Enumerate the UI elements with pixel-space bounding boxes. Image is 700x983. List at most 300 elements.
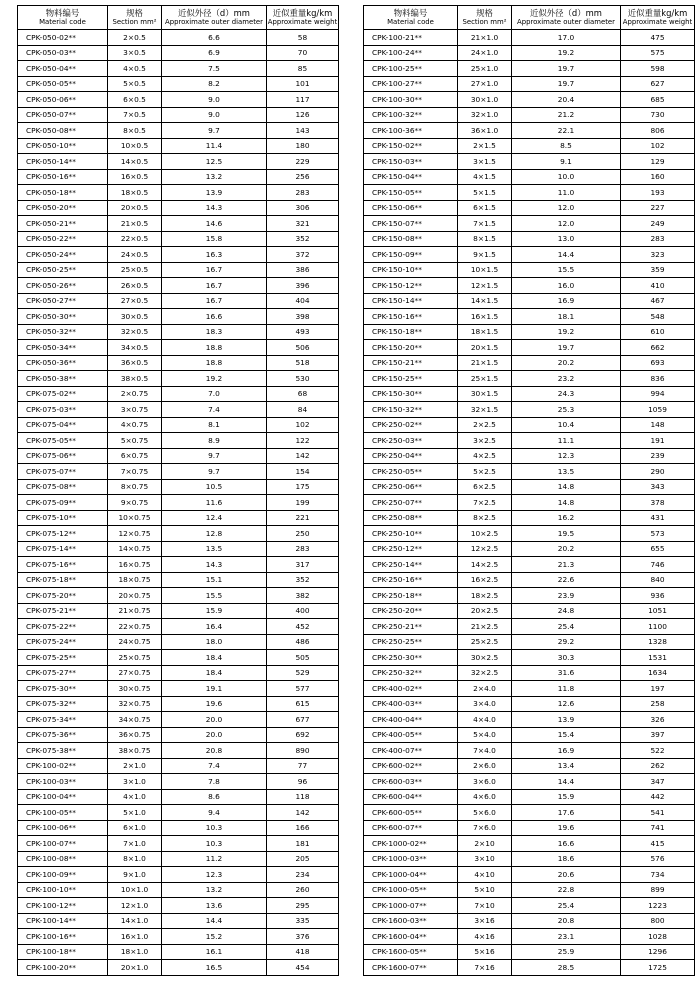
outer-diameter-cell: 30.3	[512, 650, 621, 666]
material-code-cell: CPK-150-16**	[364, 309, 458, 325]
weight-cell: 352	[267, 572, 339, 588]
material-code-cell: CPK-100-07**	[18, 836, 108, 852]
weight-cell: 193	[621, 185, 695, 201]
outer-diameter-cell: 11.0	[512, 185, 621, 201]
table-row	[18, 944, 339, 960]
section-cell: 7×4.0	[458, 743, 512, 759]
table-body	[364, 30, 695, 976]
material-code-cell: CPK-150-03**	[364, 154, 458, 170]
section-cell: 7×0.5	[108, 107, 162, 123]
table-row	[18, 107, 339, 123]
table-row	[18, 92, 339, 108]
material-code-cell: CPK-075-34**	[18, 712, 108, 728]
header-label-zh: 物料编号	[393, 8, 428, 18]
table-row	[18, 324, 339, 340]
table-row	[364, 355, 695, 371]
table-row	[18, 510, 339, 526]
material-code-cell: CPK-600-03**	[364, 774, 458, 790]
material-code-cell: CPK-100-05**	[18, 805, 108, 821]
outer-diameter-cell: 20.4	[512, 92, 621, 108]
material-code-cell: CPK-100-18**	[18, 944, 108, 960]
header-label-zh: 规格	[126, 8, 143, 18]
material-code-cell: CPK-250-12**	[364, 541, 458, 557]
table-row	[18, 231, 339, 247]
table-row	[18, 960, 339, 976]
header-label-en: Section mm²	[462, 18, 507, 26]
outer-diameter-cell: 16.6	[162, 309, 267, 325]
material-code-cell: CPK-050-22**	[18, 231, 108, 247]
section-cell: 18×0.5	[108, 185, 162, 201]
outer-diameter-cell: 8.1	[162, 417, 267, 433]
table-row	[18, 309, 339, 325]
section-cell: 30×1.0	[458, 92, 512, 108]
outer-diameter-cell: 22.8	[512, 882, 621, 898]
material-code-cell: CPK-075-14**	[18, 541, 108, 557]
material-code-cell: CPK-100-20**	[18, 960, 108, 976]
weight-cell: 615	[267, 696, 339, 712]
section-cell: 14×1.0	[108, 913, 162, 929]
section-cell: 10×2.5	[458, 526, 512, 542]
outer-diameter-cell: 16.0	[512, 278, 621, 294]
outer-diameter-cell: 24.8	[512, 603, 621, 619]
outer-diameter-cell: 7.0	[162, 386, 267, 402]
material-code-cell: CPK-100-16**	[18, 929, 108, 945]
table-row	[18, 386, 339, 402]
material-code-cell: CPK-100-25**	[364, 61, 458, 77]
material-code-cell: CPK-075-04**	[18, 417, 108, 433]
section-cell: 38×0.75	[108, 743, 162, 759]
header-label-zh: 规格	[476, 8, 493, 18]
header-label-en: Approximate outer diameter	[517, 18, 615, 26]
outer-diameter-cell: 15.2	[162, 929, 267, 945]
outer-diameter-cell: 13.2	[162, 169, 267, 185]
material-code-cell: CPK-100-03**	[18, 774, 108, 790]
header-label-zh: 物料编号	[45, 8, 80, 18]
outer-diameter-cell: 22.6	[512, 572, 621, 588]
section-cell: 10×0.5	[108, 138, 162, 154]
table-row	[364, 650, 695, 666]
material-code-cell: CPK-1000-03**	[364, 851, 458, 867]
weight-cell: 256	[267, 169, 339, 185]
table-row	[18, 619, 339, 635]
header-outer-diameter	[162, 6, 267, 30]
section-cell: 4×4.0	[458, 712, 512, 728]
table-row	[364, 603, 695, 619]
weight-cell: 191	[621, 433, 695, 449]
section-cell: 2×0.5	[108, 30, 162, 46]
material-code-cell: CPK-075-09**	[18, 495, 108, 511]
weight-cell: 741	[621, 820, 695, 836]
outer-diameter-cell: 25.4	[512, 619, 621, 635]
weight-cell: 283	[621, 231, 695, 247]
table-row	[18, 898, 339, 914]
outer-diameter-cell: 19.1	[162, 681, 267, 697]
material-code-cell: CPK-150-09**	[364, 247, 458, 263]
outer-diameter-cell: 17.6	[512, 805, 621, 821]
section-cell: 20×2.5	[458, 603, 512, 619]
weight-cell: 396	[267, 278, 339, 294]
table-row	[364, 944, 695, 960]
section-cell: 6×2.5	[458, 479, 512, 495]
section-cell: 2×1.5	[458, 138, 512, 154]
weight-cell: 730	[621, 107, 695, 123]
outer-diameter-cell: 14.4	[512, 247, 621, 263]
material-code-cell: CPK-075-12**	[18, 526, 108, 542]
outer-diameter-cell: 7.8	[162, 774, 267, 790]
header-label-zh: 近似重量kg/km	[627, 8, 688, 18]
section-cell: 26×0.5	[108, 278, 162, 294]
weight-cell: 493	[267, 324, 339, 340]
weight-cell: 548	[621, 309, 695, 325]
table-row	[364, 929, 695, 945]
table-row	[18, 526, 339, 542]
section-cell: 2×6.0	[458, 758, 512, 774]
material-code-cell: CPK-1000-04**	[364, 867, 458, 883]
weight-cell: 1634	[621, 665, 695, 681]
section-cell: 32×1.5	[458, 402, 512, 418]
weight-cell: 1100	[621, 619, 695, 635]
outer-diameter-cell: 18.4	[162, 665, 267, 681]
material-code-cell: CPK-150-32**	[364, 402, 458, 418]
weight-cell: 175	[267, 479, 339, 495]
weight-cell: 306	[267, 200, 339, 216]
weight-cell: 181	[267, 836, 339, 852]
material-code-cell: CPK-050-04**	[18, 61, 108, 77]
table-row	[364, 231, 695, 247]
weight-cell: 323	[621, 247, 695, 263]
material-code-cell: CPK-050-24**	[18, 247, 108, 263]
material-code-cell: CPK-100-14**	[18, 913, 108, 929]
outer-diameter-cell: 20.2	[512, 355, 621, 371]
weight-cell: 522	[621, 743, 695, 759]
section-cell: 2×2.5	[458, 417, 512, 433]
material-code-cell: CPK-250-16**	[364, 572, 458, 588]
weight-cell: 122	[267, 433, 339, 449]
material-code-cell: CPK-075-06**	[18, 448, 108, 464]
material-code-cell: CPK-100-10**	[18, 882, 108, 898]
header-label-en: Approximate weight	[622, 18, 693, 26]
weight-cell: 317	[267, 557, 339, 573]
table-row	[364, 30, 695, 46]
table-row	[364, 820, 695, 836]
header-label-en: Material code	[387, 18, 434, 26]
outer-diameter-cell: 11.8	[512, 681, 621, 697]
material-code-cell: CPK-075-18**	[18, 572, 108, 588]
table-row	[18, 371, 339, 387]
weight-cell: 290	[621, 464, 695, 480]
table-row	[364, 107, 695, 123]
material-code-cell: CPK-050-03**	[18, 45, 108, 61]
material-code-cell: CPK-075-16**	[18, 557, 108, 573]
header-label-zh: 近似重量kg/km	[272, 8, 333, 18]
weight-cell: 577	[267, 681, 339, 697]
weight-cell: 262	[621, 758, 695, 774]
table-row	[18, 913, 339, 929]
header-label-en: Material code	[39, 18, 86, 26]
material-code-cell: CPK-400-05**	[364, 727, 458, 743]
outer-diameter-cell: 8.6	[162, 789, 267, 805]
section-cell: 6×1.0	[108, 820, 162, 836]
weight-cell: 239	[621, 448, 695, 464]
outer-diameter-cell: 18.6	[512, 851, 621, 867]
weight-cell: 475	[621, 30, 695, 46]
weight-cell: 234	[267, 867, 339, 883]
table-row	[18, 402, 339, 418]
material-code-cell: CPK-100-36**	[364, 123, 458, 139]
table-row	[364, 371, 695, 387]
section-cell: 12×1.5	[458, 278, 512, 294]
material-code-cell: CPK-250-02**	[364, 417, 458, 433]
weight-cell: 96	[267, 774, 339, 790]
weight-cell: 359	[621, 262, 695, 278]
material-code-cell: CPK-050-38**	[18, 371, 108, 387]
section-cell: 34×0.5	[108, 340, 162, 356]
weight-cell: 400	[267, 603, 339, 619]
outer-diameter-cell: 11.1	[512, 433, 621, 449]
material-code-cell: CPK-400-07**	[364, 743, 458, 759]
section-cell: 6×0.75	[108, 448, 162, 464]
material-code-cell: CPK-075-03**	[18, 402, 108, 418]
weight-cell: 386	[267, 262, 339, 278]
weight-cell: 936	[621, 588, 695, 604]
table-row	[364, 216, 695, 232]
outer-diameter-cell: 14.8	[512, 495, 621, 511]
section-cell: 12×2.5	[458, 541, 512, 557]
material-code-cell: CPK-075-20**	[18, 588, 108, 604]
table-row	[18, 758, 339, 774]
section-cell: 25×0.75	[108, 650, 162, 666]
weight-cell: 343	[621, 479, 695, 495]
table-row	[364, 138, 695, 154]
section-cell: 18×1.0	[108, 944, 162, 960]
weight-cell: 382	[267, 588, 339, 604]
section-cell: 25×1.0	[458, 61, 512, 77]
material-code-cell: CPK-600-04**	[364, 789, 458, 805]
material-code-cell: CPK-100-04**	[18, 789, 108, 805]
outer-diameter-cell: 10.3	[162, 820, 267, 836]
table-row	[364, 557, 695, 573]
outer-diameter-cell: 18.3	[162, 324, 267, 340]
outer-diameter-cell: 20.0	[162, 727, 267, 743]
table-row	[18, 45, 339, 61]
weight-cell: 677	[267, 712, 339, 728]
header-weight	[621, 6, 695, 30]
header-section	[108, 6, 162, 30]
outer-diameter-cell: 23.2	[512, 371, 621, 387]
material-code-cell: CPK-050-14**	[18, 154, 108, 170]
material-code-cell: CPK-1600-07**	[364, 960, 458, 976]
weight-cell: 117	[267, 92, 339, 108]
material-code-cell: CPK-400-04**	[364, 712, 458, 728]
weight-cell: 84	[267, 402, 339, 418]
weight-cell: 249	[621, 216, 695, 232]
material-code-cell: CPK-075-24**	[18, 634, 108, 650]
outer-diameter-cell: 24.3	[512, 386, 621, 402]
table-row	[364, 340, 695, 356]
table-row	[18, 433, 339, 449]
weight-cell: 431	[621, 510, 695, 526]
weight-cell: 197	[621, 681, 695, 697]
section-cell: 3×1.5	[458, 154, 512, 170]
weight-cell: 627	[621, 76, 695, 92]
outer-diameter-cell: 12.0	[512, 216, 621, 232]
section-cell: 3×16	[458, 913, 512, 929]
outer-diameter-cell: 12.4	[162, 510, 267, 526]
weight-cell: 1059	[621, 402, 695, 418]
weight-cell: 1051	[621, 603, 695, 619]
section-cell: 4×1.5	[458, 169, 512, 185]
section-cell: 4×10	[458, 867, 512, 883]
section-cell: 36×0.75	[108, 727, 162, 743]
table-row	[364, 898, 695, 914]
weight-cell: 890	[267, 743, 339, 759]
material-code-cell: CPK-050-16**	[18, 169, 108, 185]
material-code-cell: CPK-050-18**	[18, 185, 108, 201]
material-code-cell: CPK-150-30**	[364, 386, 458, 402]
material-code-cell: CPK-250-21**	[364, 619, 458, 635]
table-row	[364, 495, 695, 511]
material-code-cell: CPK-100-09**	[18, 867, 108, 883]
weight-cell: 410	[621, 278, 695, 294]
section-cell: 2×10	[458, 836, 512, 852]
table-row	[18, 417, 339, 433]
outer-diameter-cell: 15.5	[512, 262, 621, 278]
section-cell: 14×2.5	[458, 557, 512, 573]
outer-diameter-cell: 8.5	[512, 138, 621, 154]
header-material-code	[364, 6, 458, 30]
table-row	[364, 913, 695, 929]
outer-diameter-cell: 17.0	[512, 30, 621, 46]
weight-cell: 199	[267, 495, 339, 511]
weight-cell: 126	[267, 107, 339, 123]
table-row	[18, 820, 339, 836]
material-code-cell: CPK-150-21**	[364, 355, 458, 371]
weight-cell: 840	[621, 572, 695, 588]
table-row	[18, 696, 339, 712]
material-code-cell: CPK-600-05**	[364, 805, 458, 821]
weight-cell: 800	[621, 913, 695, 929]
material-code-cell: CPK-100-02**	[18, 758, 108, 774]
table-body	[18, 30, 339, 976]
material-code-cell: CPK-150-20**	[364, 340, 458, 356]
weight-cell: 376	[267, 929, 339, 945]
table-row	[18, 882, 339, 898]
table-row	[18, 76, 339, 92]
material-code-cell: CPK-050-02**	[18, 30, 108, 46]
weight-cell: 85	[267, 61, 339, 77]
section-cell: 4×0.75	[108, 417, 162, 433]
outer-diameter-cell: 23.1	[512, 929, 621, 945]
outer-diameter-cell: 19.2	[512, 45, 621, 61]
outer-diameter-cell: 14.4	[162, 913, 267, 929]
weight-cell: 662	[621, 340, 695, 356]
weight-cell: 229	[267, 154, 339, 170]
weight-cell: 418	[267, 944, 339, 960]
outer-diameter-cell: 16.4	[162, 619, 267, 635]
outer-diameter-cell: 8.9	[162, 433, 267, 449]
outer-diameter-cell: 18.4	[162, 650, 267, 666]
section-cell: 10×0.75	[108, 510, 162, 526]
material-code-cell: CPK-050-25**	[18, 262, 108, 278]
material-code-cell: CPK-075-32**	[18, 696, 108, 712]
table-row	[364, 123, 695, 139]
weight-cell: 1328	[621, 634, 695, 650]
outer-diameter-cell: 16.5	[162, 960, 267, 976]
outer-diameter-cell: 19.2	[162, 371, 267, 387]
material-code-cell: CPK-100-21**	[364, 30, 458, 46]
header-label-en: Approximate outer diameter	[165, 18, 263, 26]
weight-cell: 452	[267, 619, 339, 635]
outer-diameter-cell: 16.7	[162, 262, 267, 278]
material-code-cell: CPK-600-02**	[364, 758, 458, 774]
outer-diameter-cell: 11.6	[162, 495, 267, 511]
table-row	[18, 572, 339, 588]
material-code-cell: CPK-075-38**	[18, 743, 108, 759]
section-cell: 3×6.0	[458, 774, 512, 790]
weight-cell: 575	[621, 45, 695, 61]
material-code-cell: CPK-050-27**	[18, 293, 108, 309]
outer-diameter-cell: 16.7	[162, 278, 267, 294]
weight-cell: 160	[621, 169, 695, 185]
weight-cell: 692	[267, 727, 339, 743]
table-row	[364, 433, 695, 449]
material-code-cell: CPK-050-36**	[18, 355, 108, 371]
table-row	[364, 743, 695, 759]
material-code-cell: CPK-100-12**	[18, 898, 108, 914]
weight-cell: 576	[621, 851, 695, 867]
outer-diameter-cell: 13.9	[162, 185, 267, 201]
material-code-cell: CPK-250-14**	[364, 557, 458, 573]
table-row	[364, 572, 695, 588]
outer-diameter-cell: 19.7	[512, 340, 621, 356]
section-cell: 8×1.0	[108, 851, 162, 867]
section-cell: 27×0.5	[108, 293, 162, 309]
section-cell: 7×10	[458, 898, 512, 914]
table-row	[18, 30, 339, 46]
outer-diameter-cell: 25.9	[512, 944, 621, 960]
section-cell: 24×0.5	[108, 247, 162, 263]
weight-cell: 685	[621, 92, 695, 108]
weight-cell: 142	[267, 805, 339, 821]
section-cell: 7×0.75	[108, 464, 162, 480]
outer-diameter-cell: 11.2	[162, 851, 267, 867]
section-cell: 14×0.5	[108, 154, 162, 170]
section-cell: 22×0.75	[108, 619, 162, 635]
material-code-cell: CPK-075-05**	[18, 433, 108, 449]
material-code-cell: CPK-400-02**	[364, 681, 458, 697]
table-row	[18, 464, 339, 480]
table-row	[364, 45, 695, 61]
material-code-cell: CPK-050-26**	[18, 278, 108, 294]
section-cell: 20×1.5	[458, 340, 512, 356]
table-row	[364, 169, 695, 185]
header-section	[458, 6, 512, 30]
weight-cell: 258	[621, 696, 695, 712]
section-cell: 2×4.0	[458, 681, 512, 697]
material-code-cell: CPK-250-32**	[364, 665, 458, 681]
table-row	[18, 169, 339, 185]
weight-cell: 221	[267, 510, 339, 526]
material-code-cell: CPK-075-08**	[18, 479, 108, 495]
section-cell: 5×1.0	[108, 805, 162, 821]
material-code-cell: CPK-150-12**	[364, 278, 458, 294]
weight-cell: 693	[621, 355, 695, 371]
outer-diameter-cell: 13.0	[512, 231, 621, 247]
table-row	[364, 464, 695, 480]
section-cell: 10×1.5	[458, 262, 512, 278]
section-cell: 36×0.5	[108, 355, 162, 371]
material-code-cell: CPK-250-18**	[364, 588, 458, 604]
